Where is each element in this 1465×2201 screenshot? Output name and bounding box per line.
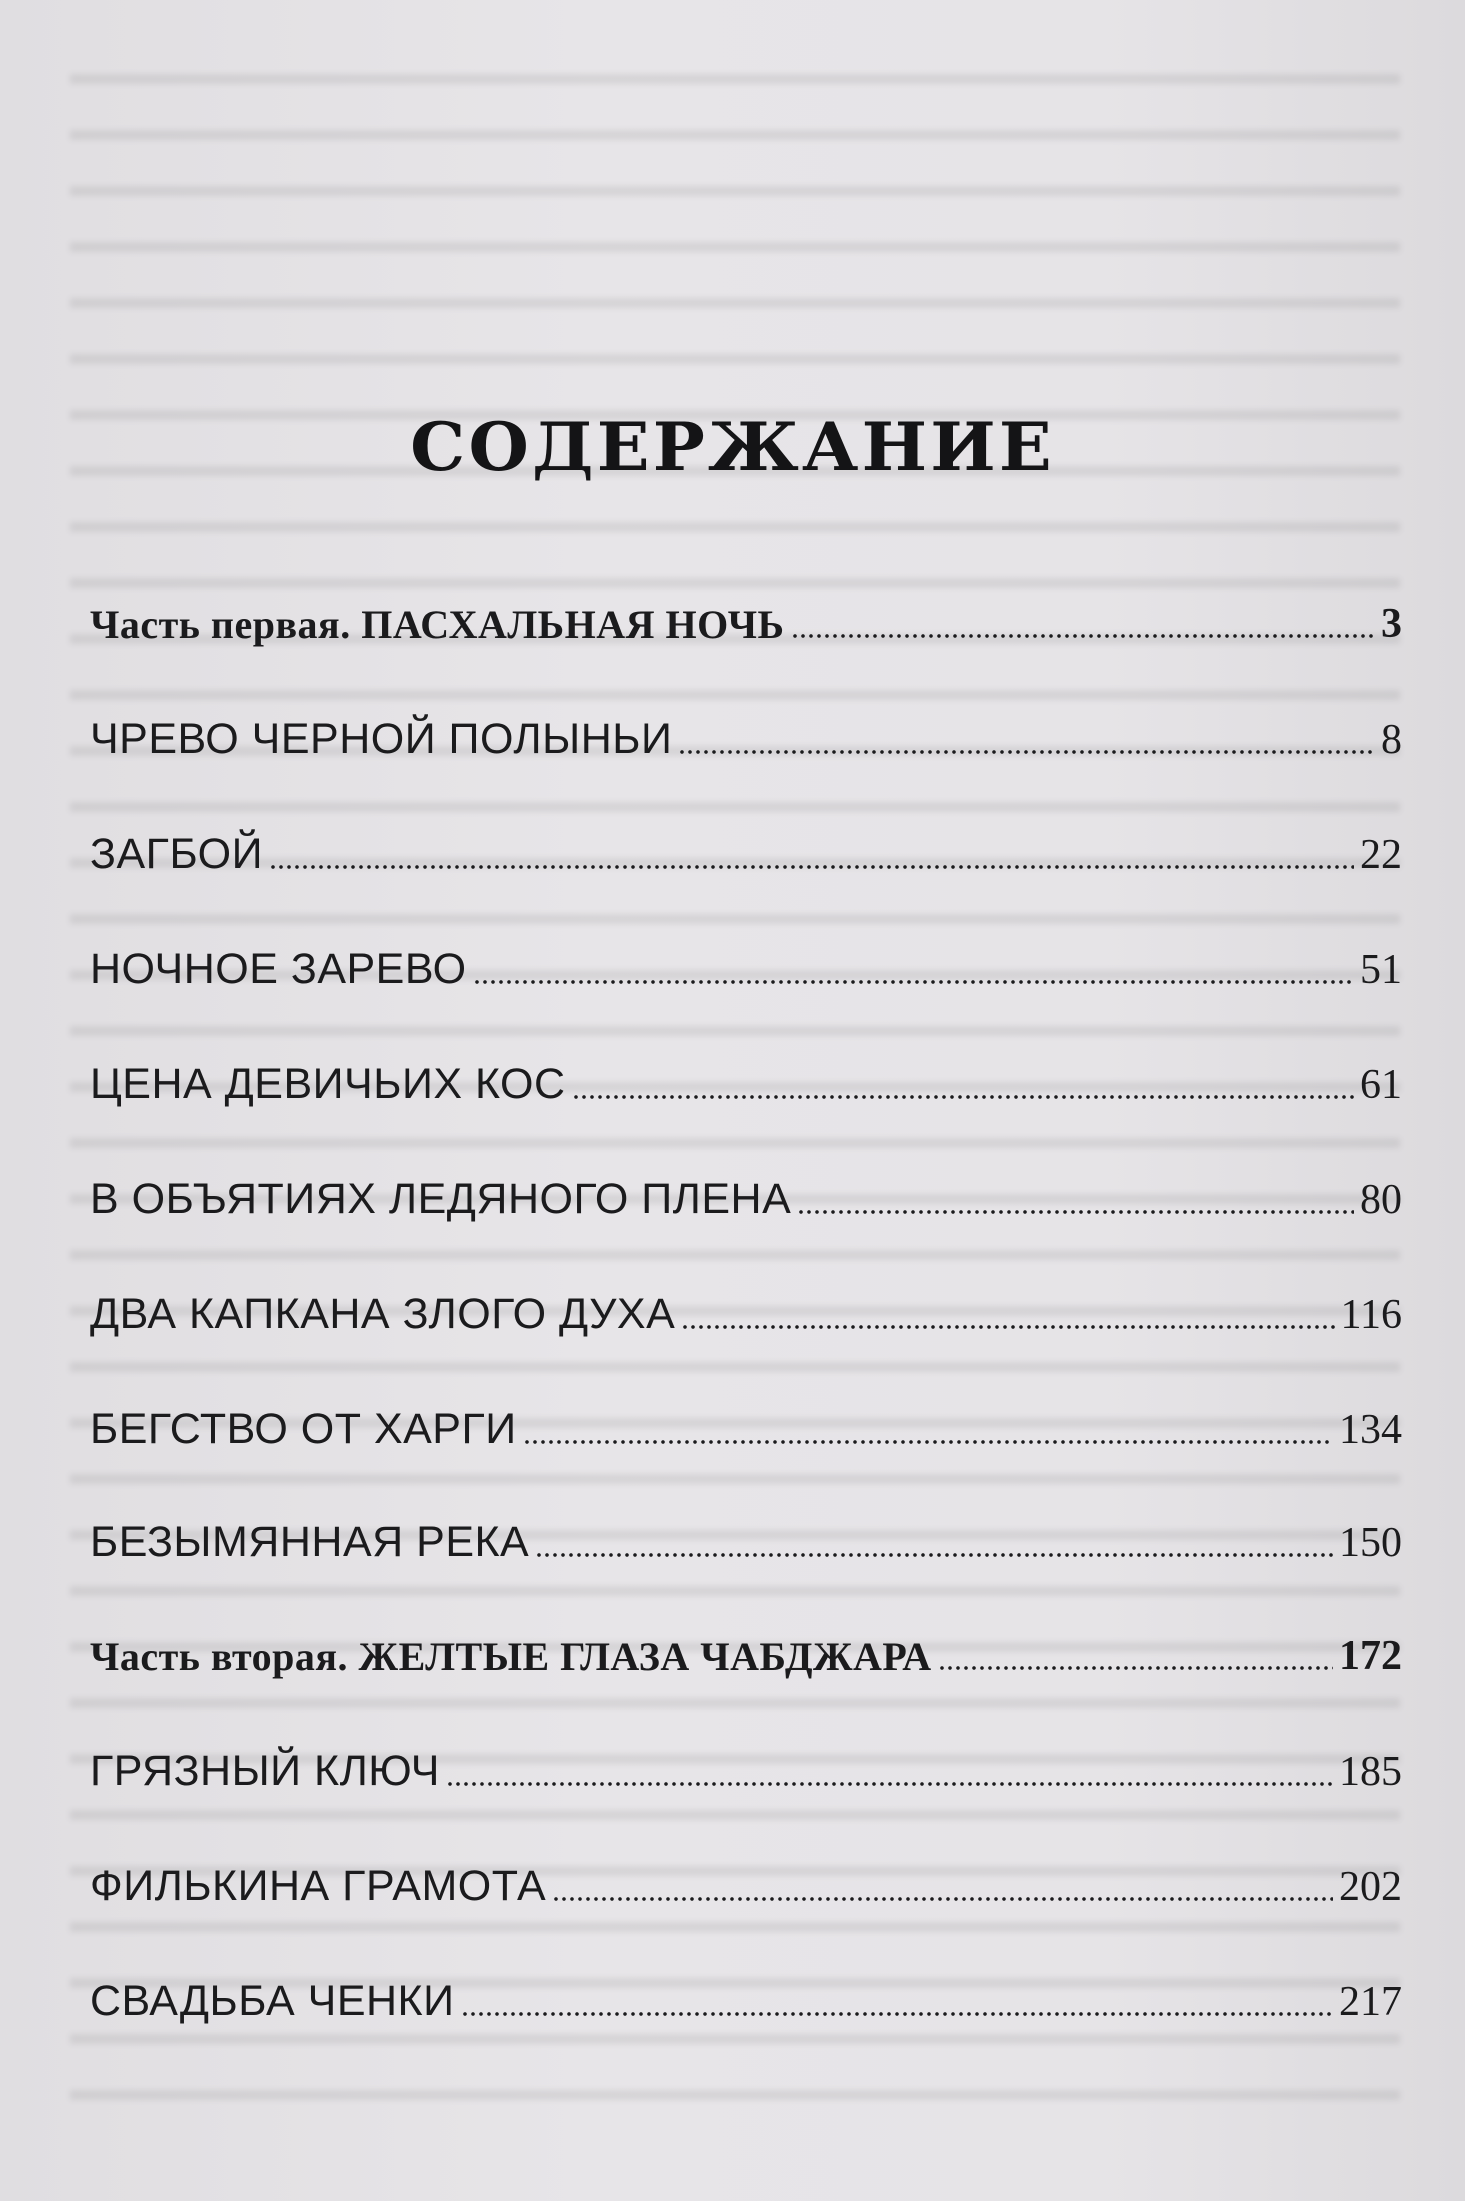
chapter-title: ЗАГБОЙ bbox=[90, 830, 264, 878]
dot-leader bbox=[797, 1209, 1354, 1215]
page-number: 80 bbox=[1360, 1177, 1402, 1223]
chapter-title: ЦЕНА ДЕВИЧЬИХ КОС bbox=[90, 1060, 566, 1108]
dot-leader bbox=[473, 979, 1354, 985]
page-number: 172 bbox=[1339, 1633, 1402, 1679]
page-number: 116 bbox=[1340, 1292, 1402, 1338]
chapter-title: ФИЛЬКИНА ГРАМОТА bbox=[90, 1862, 547, 1910]
toc-entry bbox=[90, 1518, 1402, 1567]
toc-entry bbox=[90, 1977, 1402, 2026]
dot-leader bbox=[678, 749, 1375, 755]
toc-entry bbox=[90, 1405, 1402, 1454]
toc-entry bbox=[90, 945, 1402, 994]
dot-leader bbox=[446, 1781, 1333, 1787]
chapter-title: БЕЗЫМЯННАЯ РЕКА bbox=[90, 1518, 530, 1566]
dot-leader bbox=[523, 1439, 1333, 1445]
toc-entry bbox=[90, 1290, 1402, 1339]
part-label: Часть вторая. ЖЕЛТЫЕ ГЛАЗА ЧАБДЖАРА bbox=[90, 1634, 932, 1679]
dot-leader bbox=[269, 864, 1354, 870]
toc-entry bbox=[90, 830, 1402, 879]
dot-leader bbox=[681, 1324, 1334, 1330]
dot-leader bbox=[461, 2011, 1333, 2017]
chapter-title: СВАДЬБА ЧЕНКИ bbox=[90, 1977, 455, 2025]
page-number: 51 bbox=[1360, 947, 1402, 993]
chapter-title: БЕГСТВО ОТ ХАРГИ bbox=[90, 1405, 517, 1453]
page-number: 202 bbox=[1339, 1864, 1402, 1910]
toc-entry bbox=[90, 1060, 1402, 1109]
chapter-title: ДВА КАПКАНА ЗЛОГО ДУХА bbox=[90, 1290, 676, 1338]
page-number: 22 bbox=[1360, 832, 1402, 878]
dot-leader bbox=[791, 633, 1375, 639]
dot-leader bbox=[535, 1552, 1333, 1558]
toc-entry bbox=[90, 1175, 1402, 1224]
page-number: 61 bbox=[1360, 1062, 1402, 1108]
chapter-title: ЧРЕВО ЧЕРНОЙ ПОЛЫНЬИ bbox=[90, 715, 673, 763]
toc-entry bbox=[90, 715, 1402, 764]
toc-entry-part-2 bbox=[90, 1632, 1402, 1680]
page-number: 3 bbox=[1381, 601, 1402, 647]
toc-entry-part-1 bbox=[90, 600, 1402, 648]
dot-leader bbox=[938, 1665, 1333, 1671]
toc-entry bbox=[90, 1862, 1402, 1911]
dot-leader bbox=[572, 1094, 1354, 1100]
chapter-title: НОЧНОЕ ЗАРЕВО bbox=[90, 945, 467, 993]
page-title: СОДЕРЖАНИЕ bbox=[410, 408, 1055, 486]
page-number: 217 bbox=[1339, 1979, 1402, 2025]
toc-entry bbox=[90, 1747, 1402, 1796]
chapter-title: ГРЯЗНЫЙ КЛЮЧ bbox=[90, 1747, 440, 1795]
page-number: 185 bbox=[1339, 1749, 1402, 1795]
chapter-title: В ОБЪЯТИЯХ ЛЕДЯНОГО ПЛЕНА bbox=[90, 1175, 792, 1223]
page-number: 8 bbox=[1381, 717, 1402, 763]
page-number: 150 bbox=[1339, 1520, 1402, 1566]
dot-leader bbox=[552, 1896, 1333, 1902]
part-label: Часть первая. ПАСХАЛЬНАЯ НОЧЬ bbox=[90, 602, 785, 647]
page-number: 134 bbox=[1339, 1407, 1402, 1453]
